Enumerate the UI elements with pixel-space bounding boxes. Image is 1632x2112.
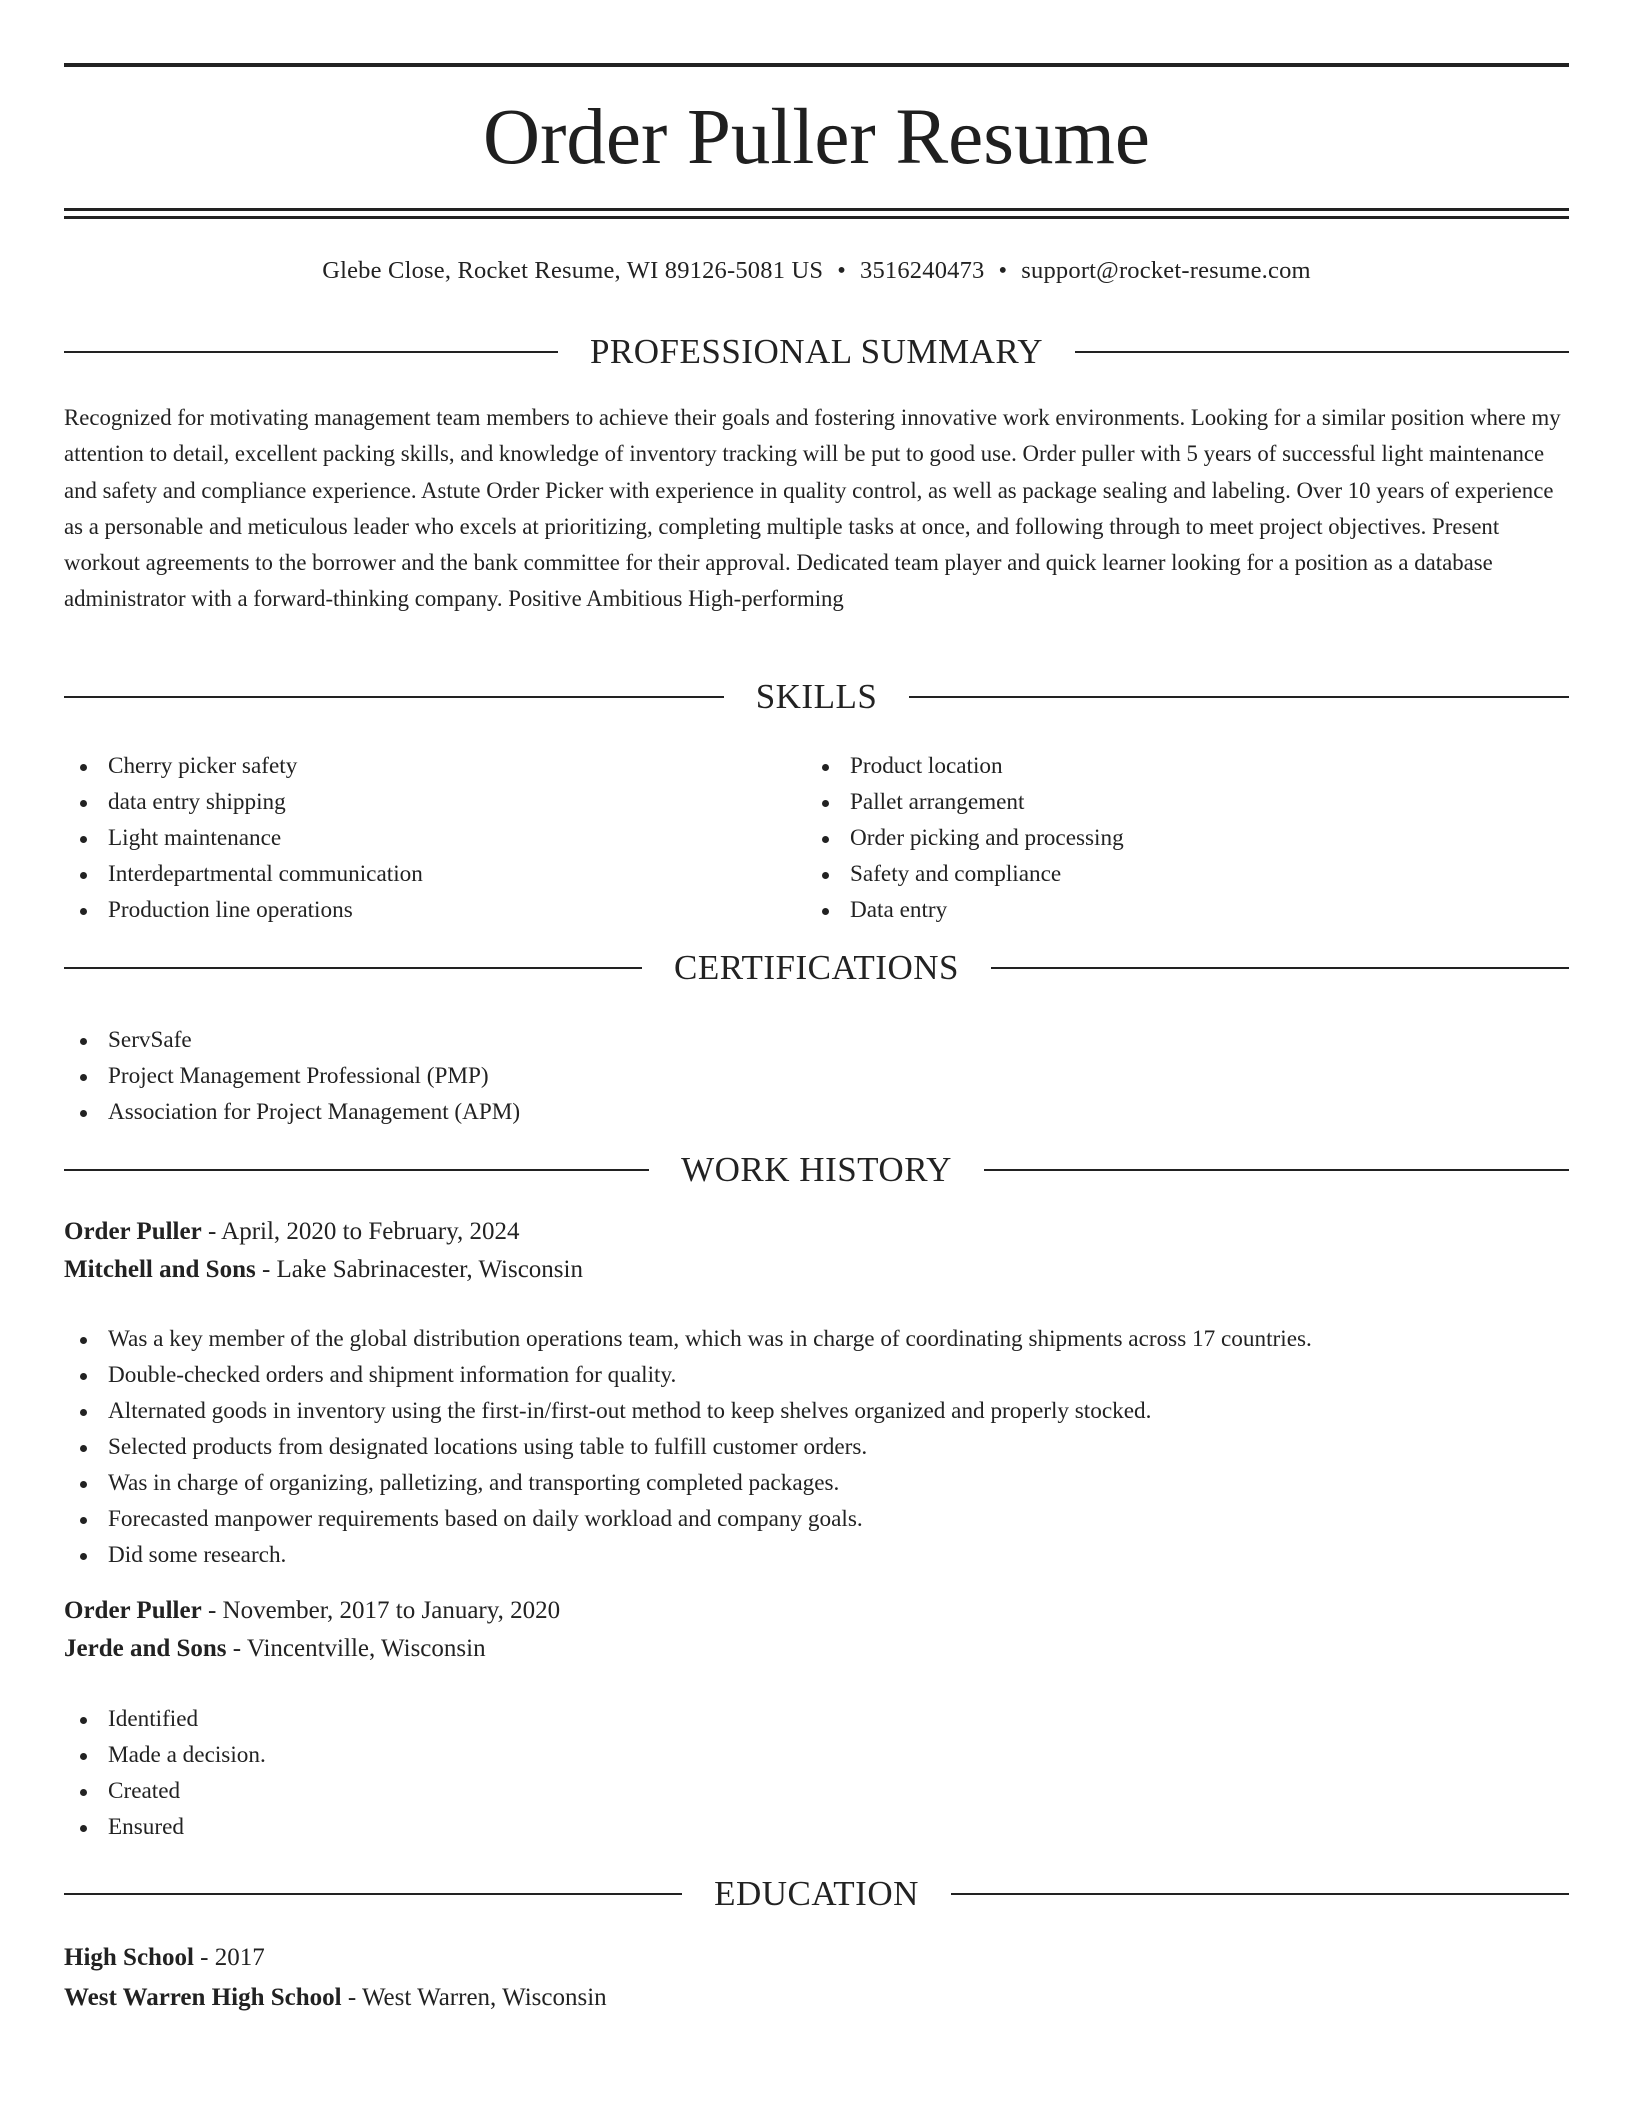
heading-rule [991,967,1569,969]
contact-address: Glebe Close, Rocket Resume, WI 89126-5081 US [322,257,824,284]
skill-item: Product location [806,748,1566,784]
skills-list-right [806,748,1566,928]
duty-item: Made a decision. [64,1737,1569,1773]
skill-item: Light maintenance [64,820,764,856]
heading-rule [64,1169,649,1171]
contact-phone: 3516240473 [860,257,985,284]
contact-email: support@rocket-resume.com [1021,257,1311,284]
job-title: Order Puller [64,1218,202,1245]
contact-separator: • [837,257,846,284]
heading-rule [64,967,642,969]
job-duties-list [64,1701,1569,1845]
certification-item: Project Management Professional (PMP) [64,1058,1569,1094]
certifications-list [64,1022,1569,1130]
contact-separator: • [998,257,1008,284]
job-duties-list [64,1321,1569,1573]
job-location: - Vincentville, Wisconsin [226,1635,486,1662]
heading-rule [64,351,558,353]
duty-item: Created [64,1773,1569,1809]
page-title: Order Puller Resume [483,94,1150,181]
contact-line [64,254,1569,288]
certification-item: Association for Project Management (APM) [64,1094,1569,1130]
certification-item: ServSafe [64,1022,1569,1058]
work-history-heading [64,1148,1569,1192]
job-company: Mitchell and Sons [64,1256,256,1283]
title-rule-lower [64,216,1569,219]
job-title-line [64,1592,1569,1630]
duty-item: Selected products from designated locations using table to fulfill customer orders. [64,1429,1569,1465]
skill-item: Order picking and processing [806,820,1566,856]
skill-item: Cherry picker safety [64,748,764,784]
skills-heading [64,675,1569,719]
certifications-heading-label: CERTIFICATIONS [674,948,959,987]
duty-item: Was in charge of organizing, palletizing, and transporting completed packages. [64,1465,1569,1501]
skills-heading-label: SKILLS [755,677,878,716]
job-company-line [64,1251,1569,1289]
education-heading-label: EDUCATION [714,1874,919,1913]
education-degree: High School [64,1944,194,1971]
title-rule-upper [64,208,1569,211]
heading-rule [951,1893,1569,1895]
duty-item: Forecasted manpower requirements based on daily workload and company goals. [64,1501,1569,1537]
skill-item: Pallet arrangement [806,784,1566,820]
skill-item: Safety and compliance [806,856,1566,892]
heading-rule [64,696,724,698]
job-company: Jerde and Sons [64,1635,227,1662]
duty-item: Ensured [64,1809,1569,1845]
job-title: Order Puller [64,1597,202,1624]
summary-text: Recognized for motivating management team members to achieve their goals and fostering innovative work environments. Looking for a similar position where my attention to detail, excellent packing skills, and knowledge of inventory tracking will be put to good use. Order puller with 5 years of successful light maintenance and safety and compliance experience. Astute Order Picker with experience in quality control, as well as package sealing and labeling. Over 10 years of experience as a personable and meticulous leader who excels at prioritizing, completing multiple tasks at once, and following through to meet project objectives. Present workout agreements to the borrower and the bank committee for their approval. Dedicated team player and quick learner looking for a position as a database administrator with a forward-thinking company. Positive Ambitious High-performing [64,405,1561,612]
summary-heading-label: PROFESSIONAL SUMMARY [589,332,1044,371]
work-history-heading-label: WORK HISTORY [681,1150,952,1189]
duty-item: Alternated goods in inventory using the first-in/first-out method to keep shelves organized and properly stocked. [64,1393,1569,1429]
education-school: West Warren High School [64,1984,342,2011]
heading-rule [909,696,1569,698]
top-rule [64,63,1569,67]
skill-item: Data entry [806,892,1566,928]
duty-item: Did some research. [64,1537,1569,1573]
job-dates: - November, 2017 to January, 2020 [201,1597,561,1624]
job-company-line [64,1630,1569,1668]
duty-item: Was a key member of the global distribution operations team, which was in charge of coordinating shipments across 17 countries. [64,1321,1569,1357]
duty-item: Identified [64,1701,1569,1737]
skill-item: Interdepartmental communication [64,856,764,892]
job-title-line [64,1213,1569,1251]
duty-item: Double-checked orders and shipment information for quality. [64,1357,1569,1393]
education-year: - 2017 [193,1944,265,1971]
certifications-heading [64,946,1569,990]
heading-rule [1075,351,1569,353]
summary-heading [64,330,1569,374]
education-degree-line [64,1939,1569,1977]
education-location: - West Warren, Wisconsin [341,1984,607,2011]
education-heading [64,1872,1569,1916]
skill-item: Production line operations [64,892,764,928]
job-dates: - April, 2020 to February, 2024 [201,1218,520,1245]
education-school-line [64,1979,1569,2017]
skills-list-left [64,748,764,928]
heading-rule [984,1169,1569,1171]
job-location: - Lake Sabrinacester, Wisconsin [255,1256,583,1283]
heading-rule [64,1893,682,1895]
skill-item: data entry shipping [64,784,764,820]
